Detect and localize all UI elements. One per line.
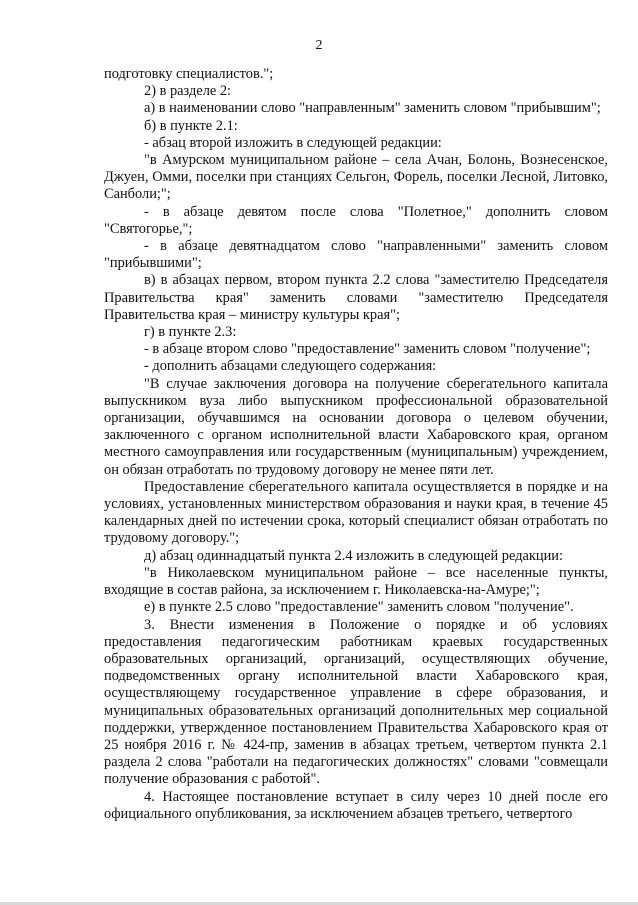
page-number: 2 xyxy=(315,38,323,53)
paragraph: 2) в разделе 2: xyxy=(144,83,232,100)
paragraph: "в Николаевском муниципальном районе – все населенные пункты, входящие в состав района, за исключением г. Николаевска-на-Амуре;"; xyxy=(104,564,608,599)
paragraph: 4. Настоящее постановление вступает в силу через 10 дней после его официального опубликования, за исключением абзацев третьего, четвертого xyxy=(104,788,608,822)
paragraph: в) в абзацах первом, втором пункта 2.2 слова "заместителю Председателя Правительства края" заменить словами "заместителю Председателя Правительства края – министру культуры края"; xyxy=(104,272,608,323)
paragraph: д) абзац одиннадцатый пункта 2.4 изложить в следующей редакции: xyxy=(144,547,563,564)
paragraph: - дополнить абзацами следующего содержания: xyxy=(144,358,437,375)
paragraph: е) в пункте 2.5 слово "предоставление" заменить словом "получение". xyxy=(144,599,574,616)
paragraph: - в абзаце втором слово "предоставление" заменить словом "получение"; xyxy=(144,341,591,358)
paragraph: 3. Внести изменения в Положение о порядке и об условиях предоставления педагогическим работникам краевых государственных образовательных организаций, организаций, осуществляющих обучение, подведомственных органу исполнительной власти Хабаровского края, осуществляющему государственное управление в сфере образования, и муниципальных образовательных организаций дополнительных мер социальной поддержки, утвержденное постановлением Правительства Хабаровского края от 25 ноября 2016 г. № 424-пр, заменив в абзацах третьем, четвертом пункта 2.1 раздела 2 слова "работали на педагогических должностях" словами "совмещали получение образования с работой". xyxy=(104,616,608,788)
paragraph: г) в пункте 2.3: xyxy=(144,324,237,341)
document-body xyxy=(104,66,608,823)
paragraph: Предоставление сберегательного капитала осуществляется в порядке и на условиях, установленных министерством образования и науки края, в течение 45 календарных дней по истечении срока, который специалист обязан отработать по трудовому договору."; xyxy=(104,478,608,547)
paragraph: подготовку специалистов."; xyxy=(104,66,274,82)
paragraph: - абзац второй изложить в следующей редакции: xyxy=(144,134,442,151)
paragraph: "В случае заключения договора на получение сберегательного капитала выпускником вуза либо выпускником профессиональной образовательной организации, обучавшимся на основании договора о целевом обучении, заключенного с органом исполнительной власти Хабаровского края, органом местного самоуправления или государственным (муниципальным) учреждением, он обязан отработать по трудовому договору не менее пяти лет. xyxy=(104,375,608,478)
paragraph: а) в наименовании слово "направленным" заменить словом "прибывшим"; xyxy=(144,100,601,117)
paragraph: "в Амурском муниципальном районе – села Ачан, Болонь, Вознесенское, Джуен, Омми, поселки при станциях Сельгон, Форель, поселки Лесной, Литовко, Санболи;"; xyxy=(104,152,608,203)
paragraph: - в абзаце девятнадцатом слово "направленными" заменить словом "прибывшими"; xyxy=(104,238,608,272)
paragraph: б) в пункте 2.1: xyxy=(144,117,238,134)
paragraph: - в абзаце девятом после слова "Полетное," дополнить словом "Святогорье,"; xyxy=(104,203,608,237)
